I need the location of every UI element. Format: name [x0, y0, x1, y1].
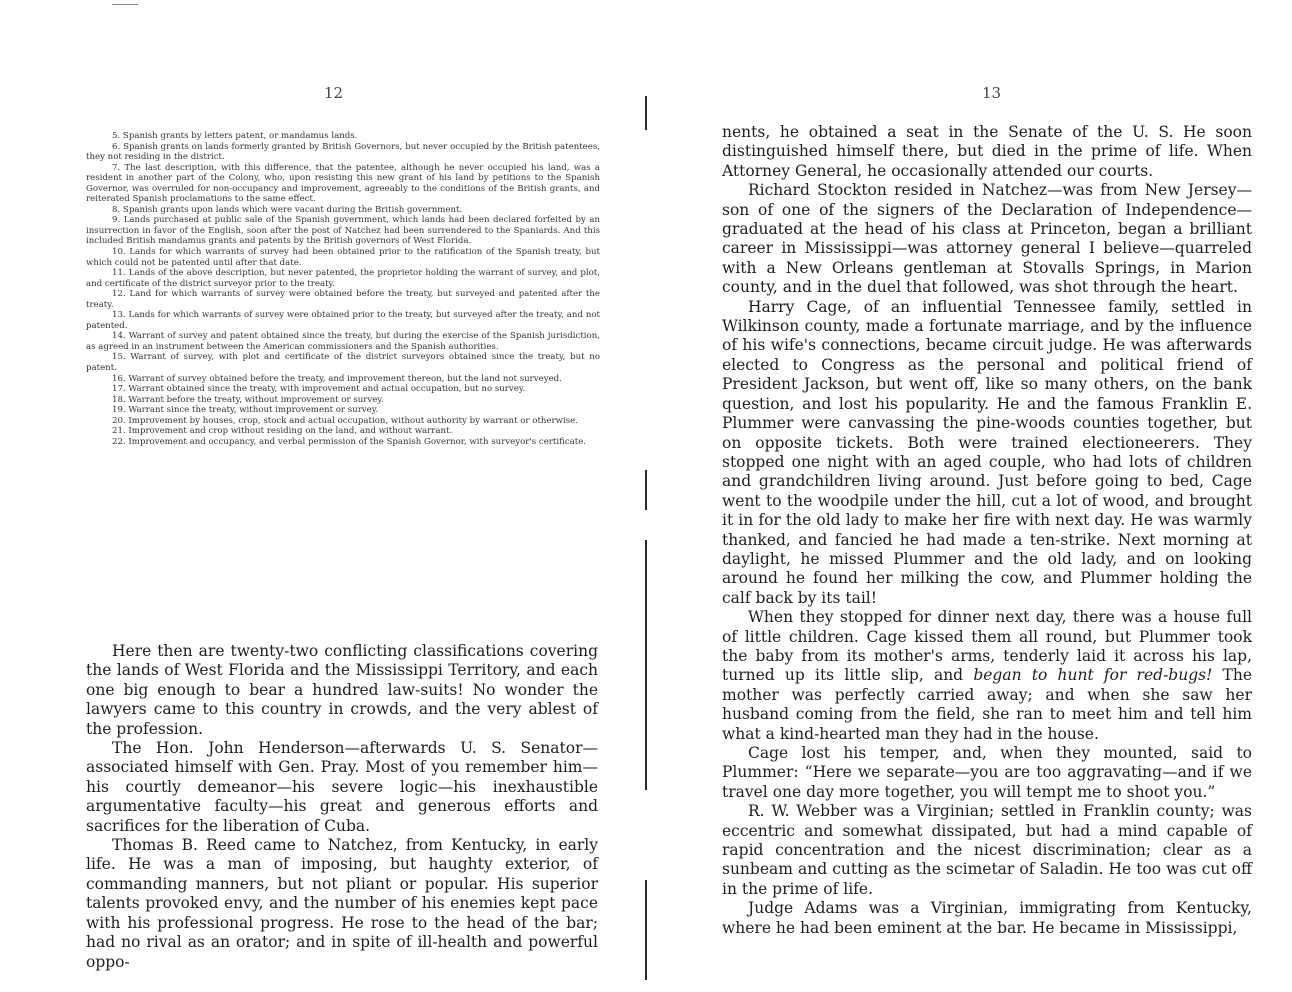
- list-item: 21. Improvement and crop without residing on the land, and without warrant.: [112, 426, 453, 437]
- text-span: The mother was perfectly carried away; and when she saw her husband coming from the field, she ran to meet him and tell him what a kind-hearted man they had in the house.: [722, 666, 1253, 743]
- paragraph: R. W. Webber was a Virginian; settled in Franklin county; was eccentric and somewhat dissipated, but had a mind capable of rapid concentration and the nicest discrimination; clear as a sunbeam and cutting as the scimetar of Saladin. He too was cut off in the prime of life.: [722, 802, 1252, 898]
- italic-phrase: began to hunt for red-bugs!: [973, 666, 1213, 685]
- list-item: 13. Lands for which warrants of survey were obtained prior to the treaty, but surveyed after the treaty, and not patented.: [86, 310, 600, 331]
- list-item: 17. Warrant obtained since the treaty, with improvement and actual occupation, but no survey.: [112, 384, 526, 395]
- text-span: When they stopped for dinner next day, there was a house full of little children. Cage kissed them all round, but Plummer took the baby from its mother's arms, tenderly laid it across his lap, turned up its little slip, and: [722, 608, 1252, 685]
- list-item: 11. Lands of the above description, but never patented, the proprietor holding the warrant of survey, and plot, and certificate of the district surveyor prior to the treaty.: [86, 268, 600, 289]
- paragraph: Harry Cage, of an influential Tennessee family, settled in Wilkinson county, made a fortunate marriage, and by the influence of his wife's connections, became circuit judge. He was afterwards elected to Congress as the personal and political friend of President Jackson, but went off, like so many others, on the bank question, and lost his popularity. He and the famous Franklin E. Plummer were canvassing the pine-woods counties together, but on opposite tickets. Both were trained electioneerers. They stopped one night with an aged couple, who had lots of children and grandchildren living around. Just before going to bed, Cage went to the woodpile under the hill, cut a lot of wood, and brought it in for the old lady to make her fire with next day. He was warmly thanked, and fancied he had made a ten-strike. Next morning at daylight, he missed Plummer and the old lady, and on looking around he found her milking the cow, and Plummer holding the calf back by its tail!: [722, 297, 1252, 607]
- paragraph: Richard Stockton resided in Natchez—was from New Jersey—son of one of the signers of the Declaration of Independence—graduated at the head of his class at Princeton, began a brilliant career in Mississippi—was attorney general I believe—quarreled with a New Orleans gentleman at Stovalls Springs, in Marion county, and in the duel that followed, was shot through the heart.: [722, 181, 1252, 297]
- paragraph: Thomas B. Reed came to Natchez, from Kentucky, in early life. He was a man of imposing, but haughty exterior, of commanding manners, but not pliant or popular. His superior talents provoked envy, and the number of his enemies kept pace with his professional progress. He rose to the head of the bar; had no rival as an orator; and in spite of ill-health and powerful oppo-: [86, 836, 598, 971]
- list-item: 6. Spanish grants on lands formerly granted by British Governors, but never occupied by the British patentees, they not residing in the district.: [86, 141, 600, 163]
- land-classification-list: [86, 131, 600, 447]
- list-item: 19. Warrant since the treaty, without improvement or survey.: [112, 405, 379, 416]
- list-item: 20. Improvement by houses, crop, stock and actual occupation, without authority by warrant or otherwise.: [112, 415, 578, 426]
- list-item: 5. Spanish grants by letters patent, or mandamus lands.: [112, 131, 358, 141]
- list-item: 18. Warrant before the treaty, without improvement or survey.: [112, 394, 384, 405]
- paragraph: Judge Adams was a Virginian, immigrating from Kentucky, where he had been eminent at the bar. He became in Mississippi,: [722, 899, 1252, 937]
- paragraph: The Hon. John Henderson—afterwards U. S. Senator—associated himself with Gen. Pray. Most of you remember him—his courtly demeanor—his severe logic—his inexhaustible argumentative faculty—his great and generous efforts and sacrifices for the liberation of Cuba.: [86, 739, 598, 835]
- left-body-text: [86, 642, 598, 972]
- list-item: 9. Lands purchased at public sale of the Spanish government, which lands had been declared forfeited by an insurrection in favor of the English, soon after the post of Natchez had been surrendered to the Spaniards. And this included British mandamus grants and patents by the British governors of West Florida.: [86, 215, 600, 247]
- page-number: 13: [982, 84, 1002, 102]
- paragraph: nents, he obtained a seat in the Senate of the U. S. He soon distinguished himself there, but died in the prime of life. When Attorney General, he occasionally attended our courts.: [722, 123, 1252, 180]
- list-item: 16. Warrant of survey obtained before the treaty, and improvement thereon, but the land not surveyed.: [112, 373, 562, 384]
- right-page: [650, 0, 1292, 992]
- right-body-text: [722, 123, 1252, 938]
- list-item: 22. Improvement and occupancy, and verbal permission of the Spanish Governor, with surveyor's certificate.: [112, 436, 587, 447]
- list-item: 15. Warrant of survey, with plot and certificate of the district surveyors obtained since the treaty, but no patent.: [86, 352, 600, 374]
- list-item: 14. Warrant of survey and patent obtained since the treaty, but during the exercise of the Spanish jurisdiction, as agreed in an instrument between the American commissioners and the Spanish authorities.: [86, 331, 600, 352]
- list-item: 12. Land for which warrants of survey were obtained before the treaty, but surveyed and patented after the treaty.: [86, 289, 600, 310]
- paragraph: Here then are twenty-two conflicting classifications covering the lands of West Florida and the Mississippi Territory, and each one big enough to bear a hundred law-suits! No wonder the lawyers came to this country in crowds, and the very ablest of the profession.: [86, 642, 598, 738]
- list-item: 10. Lands for which warrants of survey had been obtained prior to the ratification of the Spanish treaty, but which could not be patented until after that date.: [86, 247, 600, 268]
- list-item: 8. Spanish grants upon lands which were vacant during the British government.: [112, 204, 463, 215]
- list-item: 7. The last description, with this difference, that the patentee, although he never occupied his land, was a resident in another part of the Colony, who, upon resisting this new grant of his land by petitions to the Spanish Governor, was overruled for non-occupancy and improvement, agreeably to the conditions of the British grants, and reiterated Spanish proclamations to the same effect.: [86, 162, 600, 205]
- page-number: 12: [324, 84, 344, 102]
- paragraph: Cage lost his temper, and, when they mounted, said to Plummer: “Here we separate—you are too aggravating—and if we travel one day more together, you will tempt me to shoot you.”: [722, 744, 1252, 801]
- left-page: [0, 0, 640, 992]
- paragraph: [722, 608, 1252, 744]
